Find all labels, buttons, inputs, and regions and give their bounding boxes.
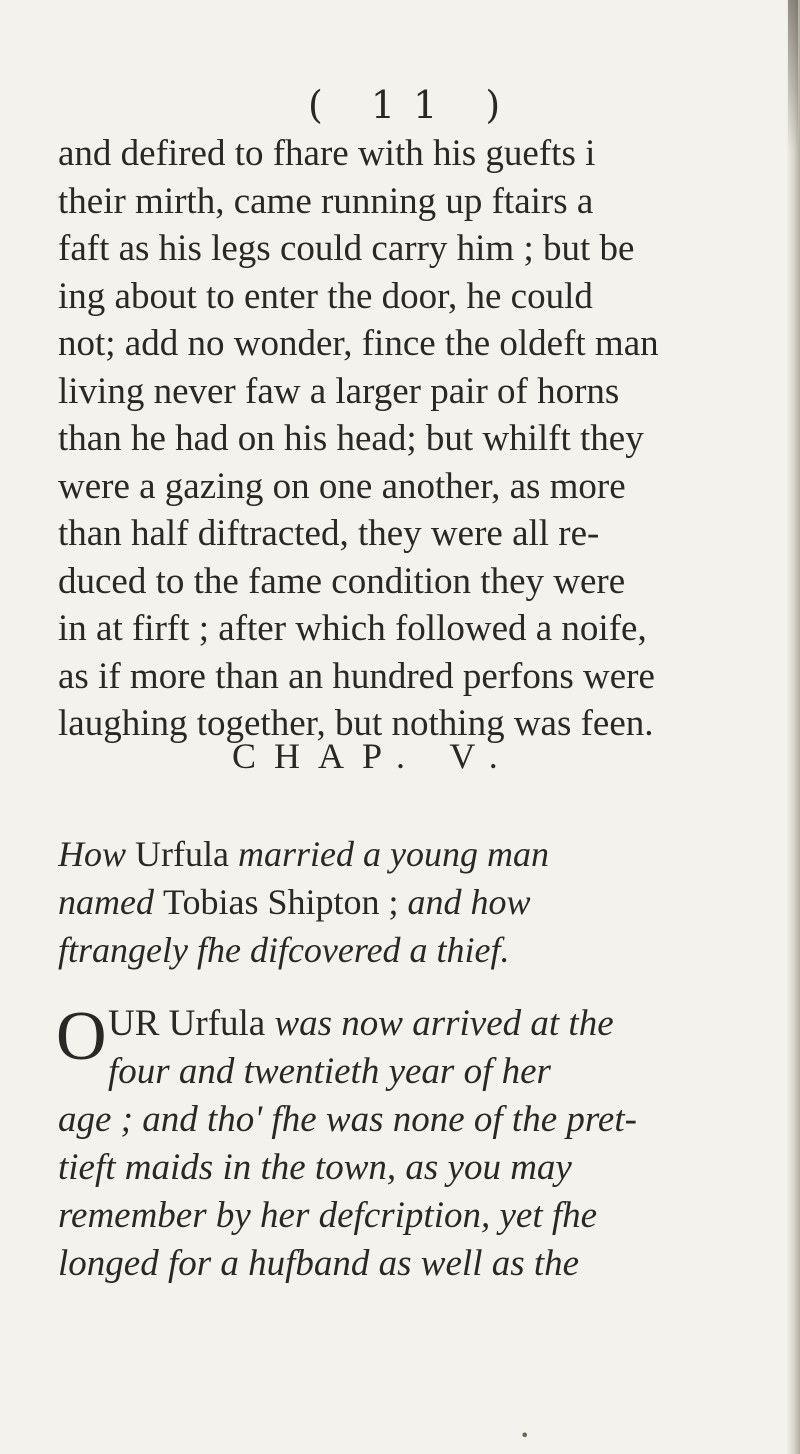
text-line: not; add no wonder, fince the oldeft man <box>58 323 659 364</box>
page-edge-stain <box>788 0 798 150</box>
text-line: were a gazing on one another, as more <box>58 465 626 507</box>
text-line: laughing together, but nothing was feen. <box>58 703 654 744</box>
opening-line: remember by her defcription, yet fhe <box>58 1195 598 1236</box>
opening-paragraph <box>58 1000 788 1288</box>
text-line: in at firft ; after which followed a noife, <box>58 608 647 649</box>
opening-roman: UR Urfula <box>108 1003 266 1044</box>
summary-line <box>58 878 788 926</box>
text-line: than he had on his head; but whilft they <box>58 418 644 459</box>
text-line: and defired to fhare with his guefts i <box>58 133 596 174</box>
opening-line: four and twentieth year of her <box>108 1051 551 1092</box>
drop-cap: O <box>56 998 107 1075</box>
opening-line: age ; and tho' fhe was none of the pret- <box>58 1099 637 1140</box>
summary-line <box>58 830 788 878</box>
text-line: faft as his legs could carry him ; but be <box>58 228 635 269</box>
chapter-summary <box>58 830 788 974</box>
opening-line <box>58 1000 788 1048</box>
summary-name: Urfula <box>135 834 229 874</box>
chapter-heading: CHAP. V. <box>232 736 516 776</box>
summary-text: married a young man <box>237 834 549 874</box>
text-line: than half diftracted, they were all re- <box>58 513 600 554</box>
summary-line: ftrangely fhe difcovered a thief. <box>58 930 510 970</box>
page-edge-shadow <box>786 0 800 1454</box>
summary-name: Tobias Shipton ; <box>162 882 399 922</box>
text-line: ing about to enter the door, he could <box>58 275 593 317</box>
opening-italic: was now arrived at the <box>274 1003 614 1044</box>
summary-text: and how <box>407 882 531 922</box>
text-line: duced to the fame condition they were <box>58 560 626 602</box>
summary-text: named <box>58 882 154 922</box>
text-line: living never faw a larger pair of horns <box>58 370 620 412</box>
text-line: their mirth, came running up ftairs a <box>58 180 594 222</box>
summary-text: How <box>58 834 127 874</box>
catchword-mark: • <box>520 1426 530 1445</box>
opening-line: tieft maids in the town, as you may <box>58 1147 572 1188</box>
body-paragraph <box>58 130 788 748</box>
page-number: ( 11 ) <box>308 83 519 127</box>
text-line: as if more than an hundred perfons were <box>58 655 655 697</box>
opening-line: longed for a hufband as well as the <box>58 1243 580 1284</box>
